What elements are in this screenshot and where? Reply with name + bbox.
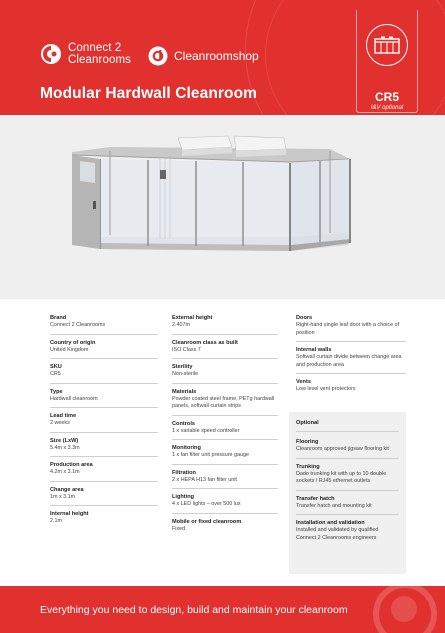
spec-value: 4.2m x 3.1m: [50, 469, 80, 475]
spec-value: 4 x LED lights – over 500 lux: [172, 501, 241, 507]
spec-label: Type: [50, 388, 63, 395]
spec-item: [296, 310, 406, 342]
specifications-section: [0, 310, 445, 585]
spec-label: Doors: [296, 315, 313, 321]
product-badge: [356, 10, 418, 113]
spec-value: 1m x 3.1m: [50, 493, 76, 500]
spec-item: [172, 310, 278, 335]
spec-item: [296, 374, 406, 398]
cleanroomshop-logo-icon: [148, 46, 168, 66]
spec-value: Softwall curtain divide between change area and production area: [296, 354, 402, 368]
spec-label: Monitoring: [172, 445, 201, 451]
spec-label: Sterility: [172, 364, 193, 370]
spec-value: CR5: [50, 371, 61, 377]
spec-label: Change area: [50, 486, 84, 493]
optional-item: [296, 434, 399, 459]
brand1-line1: Connect 2: [68, 42, 122, 54]
footer-banner: [0, 586, 445, 633]
optional-item: [296, 459, 399, 491]
badge-code: CR5: [374, 90, 399, 104]
spec-value: Hardwall cleanroom: [50, 395, 98, 402]
optional-label: Installation and validation: [296, 520, 365, 526]
spec-value: Low level vent protectors: [296, 386, 356, 392]
badge-subtitle: I&V optional: [370, 105, 404, 111]
optional-label: Flooring: [296, 439, 319, 445]
brand2-name: Cleanroomshop: [174, 49, 259, 63]
spec-item: [50, 482, 158, 507]
spec-item: [50, 408, 158, 433]
spec-label: Production area: [50, 462, 93, 468]
header-banner: [0, 0, 445, 115]
badge-circle: [366, 24, 408, 66]
product-image: [0, 115, 445, 299]
spec-value: 2 weeks: [50, 420, 70, 426]
spec-value: Fixed: [172, 525, 186, 532]
spec-label: Lighting: [172, 494, 195, 500]
brand1-line2: Cleanrooms: [68, 54, 131, 66]
spec-item: [50, 384, 158, 409]
spec-item: [172, 335, 278, 360]
spec-value: 5.4m x 3.3m: [50, 444, 80, 451]
spec-value: 1 x fan filter unit pressure gauge: [172, 452, 250, 458]
optional-item: [296, 515, 399, 546]
spec-label: Brand: [50, 315, 67, 321]
page-title: Modular Hardwall Cleanroom: [40, 85, 258, 102]
spec-item: [50, 457, 158, 482]
spec-item: [172, 359, 278, 384]
spec-label: Materials: [172, 388, 197, 395]
spec-label: External height: [172, 315, 213, 321]
connect2-logo-icon: [40, 43, 62, 65]
spec-item: [50, 433, 158, 458]
footer-logo-dot-icon: [391, 596, 417, 622]
spec-value: Connect 2 Cleanrooms: [50, 322, 106, 328]
optional-label: Transfer hatch: [296, 495, 335, 502]
spec-value: 2.1m: [50, 518, 62, 524]
cleanroom-icon: [374, 36, 400, 54]
spec-label: Country of origin: [50, 339, 96, 346]
spec-value: Powder coated steel frame, PETg hardwall panels, softwall curtain strips: [172, 395, 275, 409]
spec-item: [172, 465, 278, 490]
spec-item: [172, 489, 278, 514]
optional-value: Dado trunking kit with up to 10 double sockets / RJ45 ethernet outlets: [296, 470, 387, 484]
spec-value: United Kingdom: [50, 346, 89, 353]
spec-label: Vents: [296, 379, 311, 385]
spec-value: Non-sterile: [172, 371, 199, 377]
optional-value: Installed and validated by qualified Connect 2 Cleanrooms engineers: [296, 527, 379, 541]
spec-label: Filtration: [172, 469, 196, 476]
spec-column-3: [296, 310, 406, 398]
spec-item: [50, 359, 158, 384]
optional-panel: [289, 412, 406, 574]
optional-value: Cleanroom approved jigsaw flooring kit: [296, 446, 389, 452]
spec-value: ISO Class 7: [172, 346, 201, 353]
spec-value: Right-hand single leaf door with a choice of position: [296, 322, 400, 336]
spec-item: [172, 416, 278, 441]
spec-label: Internal walls: [296, 347, 332, 353]
spec-label: Cleanroom class as built: [172, 339, 238, 346]
spec-label: Mobile or fixed cleanroom: [172, 518, 242, 525]
spec-value: 1 x variable speed controller: [172, 427, 240, 434]
spec-label: Internal height: [50, 511, 89, 517]
spec-item: [296, 342, 406, 374]
cleanroom-illustration: [0, 115, 445, 299]
spec-item: [50, 310, 158, 335]
cleanroomshop-logo[interactable]: [148, 46, 259, 66]
spec-value: 2 x HEPA H13 fan filter unit: [172, 476, 237, 483]
spec-label: Size (LxW): [50, 437, 79, 444]
spec-label: Lead time: [50, 413, 77, 419]
connect2cleanrooms-logo[interactable]: [40, 42, 131, 66]
spec-label: Controls: [172, 420, 195, 427]
footer-tagline: Everything you need to design, build and maintain your cleanroom: [40, 604, 348, 616]
optional-label: Trunking: [296, 463, 320, 470]
spec-item: [50, 506, 158, 530]
optional-value: Transfer hatch and mounting kit: [296, 502, 372, 509]
spec-item: [172, 440, 278, 465]
spec-item: [172, 384, 278, 416]
spec-value: 2.407m: [172, 322, 190, 328]
spec-column-2: [172, 310, 278, 537]
optional-heading: Optional: [296, 420, 399, 432]
spec-label: SKU: [50, 364, 62, 370]
decorative-arc: [265, 0, 445, 115]
spec-item: [50, 335, 158, 360]
spec-item: [172, 514, 278, 538]
spec-column-1: [50, 310, 158, 530]
optional-item: [296, 491, 399, 516]
connect2-logo-text: [68, 42, 131, 66]
